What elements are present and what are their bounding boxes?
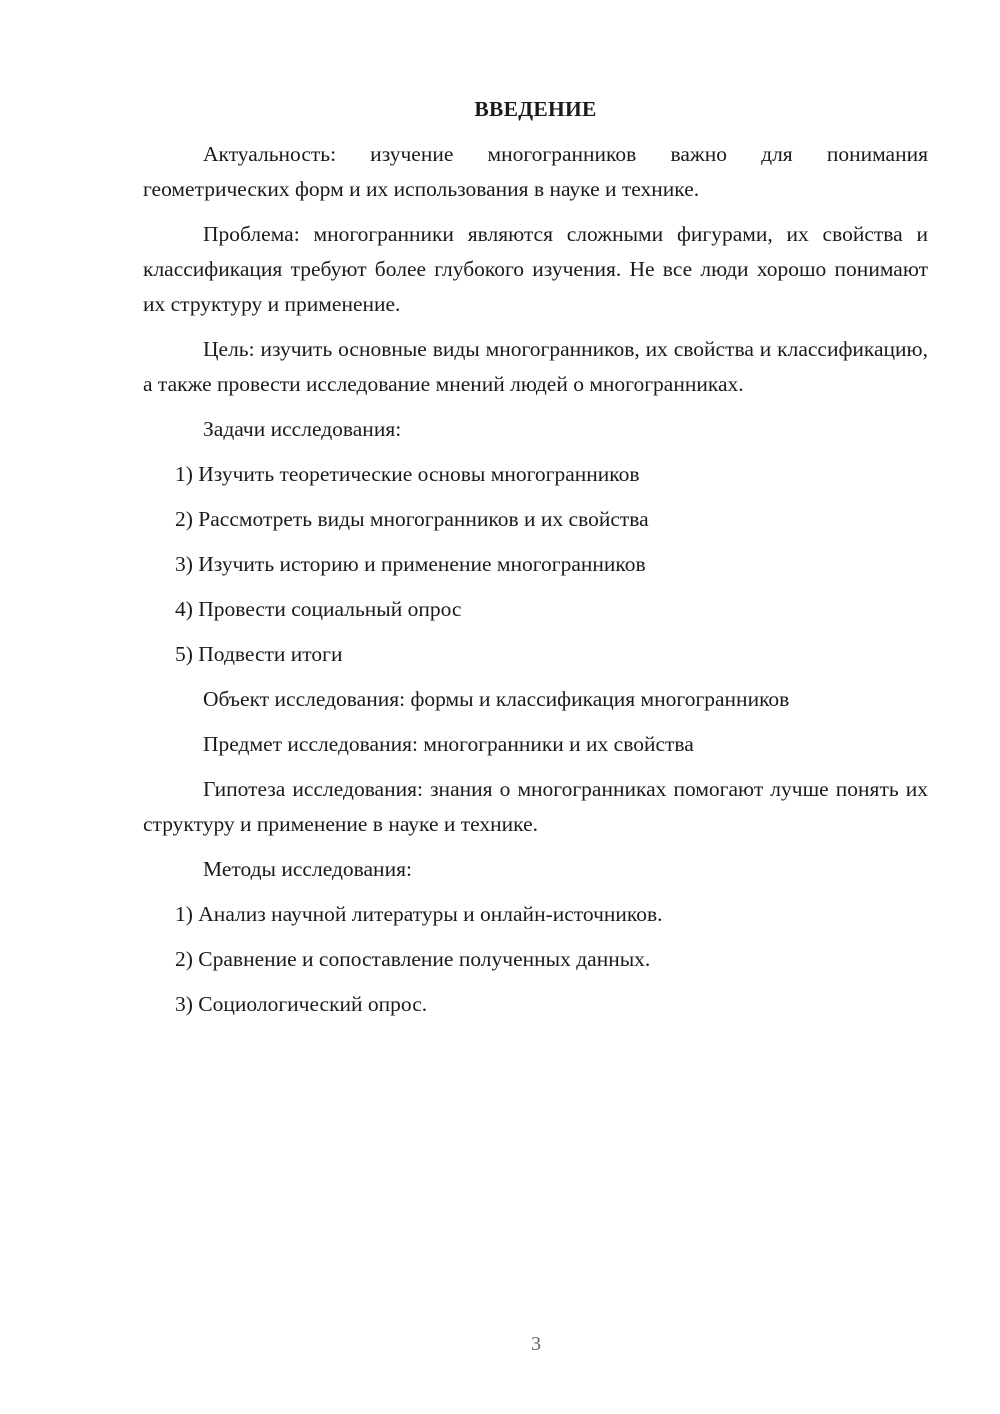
task-item: 1) Изучить теоретические основы многогранников bbox=[175, 462, 640, 486]
tasks-heading: Задачи исследования: bbox=[203, 417, 402, 441]
method-item: 2) Сравнение и сопоставление полученных данных. bbox=[175, 947, 651, 971]
section-title: ВВЕДЕНИЕ bbox=[474, 97, 597, 121]
problem-paragraph: Проблема: многогранники являются сложными фигурами, их свойства и классификация требуют более глубокого изучения. Не все люди хорошо понимают их структуру и применение. bbox=[143, 222, 928, 316]
goal-paragraph: Цель: изучить основные виды многогранников, их свойства и классификацию, а также провести исследование мнений людей о многогранниках. bbox=[143, 337, 928, 396]
page-number: 3 bbox=[531, 1333, 541, 1355]
methods-heading: Методы исследования: bbox=[203, 857, 412, 881]
method-item: 1) Анализ научной литературы и онлайн-источников. bbox=[175, 902, 663, 926]
task-item: 4) Провести социальный опрос bbox=[175, 597, 462, 621]
task-item: 5) Подвести итоги bbox=[175, 642, 343, 666]
task-item: 2) Рассмотреть виды многогранников и их свойства bbox=[175, 507, 649, 531]
object-paragraph: Объект исследования: формы и классификация многогранников bbox=[203, 687, 790, 711]
subject-paragraph: Предмет исследования: многогранники и их свойства bbox=[203, 732, 694, 756]
method-item: 3) Социологический опрос. bbox=[175, 992, 428, 1016]
document-page bbox=[143, 92, 928, 1032]
relevance-paragraph: Актуальность: изучение многогранников важно для понимания геометрических форм и их использования в науке и технике. bbox=[143, 142, 928, 201]
hypothesis-paragraph: Гипотеза исследования: знания о многогранниках помогают лучше понять их структуру и применение в науке и технике. bbox=[143, 777, 928, 836]
task-item: 3) Изучить историю и применение многогранников bbox=[175, 552, 646, 576]
